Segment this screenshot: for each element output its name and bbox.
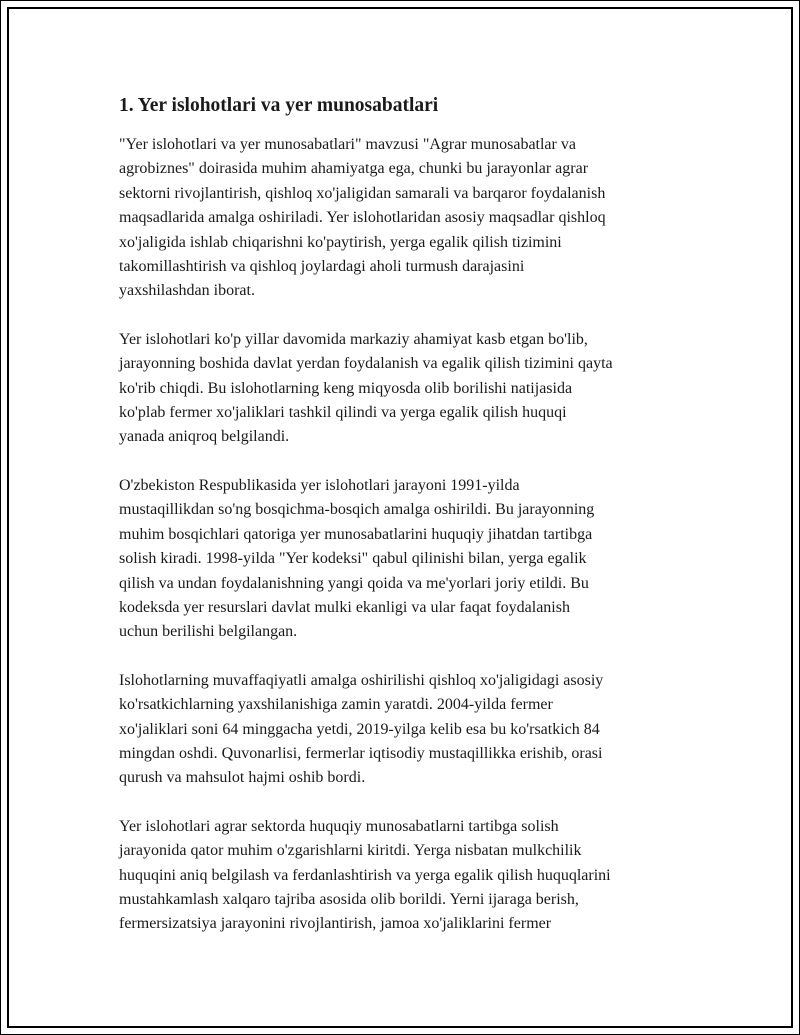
section-heading: 1. Yer islohotlari va yer munosabatlari [119, 95, 439, 116]
document-body [119, 93, 694, 961]
paragraph-2: Yer islohotlari ko'p yillar davomida markaziy ahamiyat kasb etgan bo'lib, jarayonning boshida davlat yerdan foydalanish va egalik qilish tizimini qayta ko'rib chiqdi. Bu islohotlarning keng miqyosda olib borilishi natijasida ko'plab fermer xo'jaliklari tashkil qilindi va yerga egalik qilish huquqi yanada aniqroq belgilandi. [119, 330, 613, 446]
paragraph-5: Yer islohotlari agrar sektorda huquqiy munosabatlarni tartibga solish jarayonida qator muhim o'zgarishlarni kiritdi. Yerga nisbatan mulkchilik huquqini aniq belgilash va ferdanlashtirish va yerga egalik qilish huquqlarini mustahkamlash xalqaro tajriba asosida olib borildi. Yerni ijaraga berish, fermersizatsiya jarayonini rivojlantirish, jamoa xo'jaliklarini fermer [119, 817, 611, 933]
paragraph-3: O'zbekiston Respublikasida yer islohotlari jarayoni 1991-yilda mustaqillikdan so'ng bosqichma-bosqich amalga oshirildi. Bu jarayonning muhim bosqichlari qatoriga yer munosabatlarini huquqiy jihatdan tartibga solish kiradi. 1998-yilda "Yer kodeksi" qabul qilinishi bilan, yerga egalik qilish va undan foydalanishning yangi qoida va me'yorlari joriy etildi. Bu kodeksda yer resurslari davlat mulki ekanligi va ular faqat foydalanish uchun berilishi belgilangan. [119, 476, 595, 641]
paragraph-1: "Yer islohotlari va yer munosabatlari" mavzusi "Agrar munosabatlar va agrobiznes" doirasida muhim ahamiyatga ega, chunki bu jarayonlar agrar sektorni rivojlantirish, qishloq xo'jaligidan samarali va barqaror foydalanish maqsadlarida amalga oshiriladi. Yer islohotlaridan asosiy maqsadlar qishloq xo'jaligida ishlab chiqarishni ko'paytirish, yerga egalik qilish tizimini takomillashtirish va qishloq joylardagi aholi turmush darajasini yaxshilashdan iborat. [119, 136, 606, 300]
paragraph-4: Islohotlarning muvaffaqiyatli amalga oshirilishi qishloq xo'jaligidagi asosiy ko'rsatkichlarning yaxshilanishiga zamin yaratdi. 2004-yilda fermer xo'jaliklari soni 64 minggacha yetdi, 2019-yilga kelib esa bu ko'rsatkich 84 mingdan oshdi. Quvonarlisi, fermerlar iqtisodiy mustaqillikka erishib, orasi qurush va mahsulot hajmi oshib bordi. [119, 671, 604, 787]
